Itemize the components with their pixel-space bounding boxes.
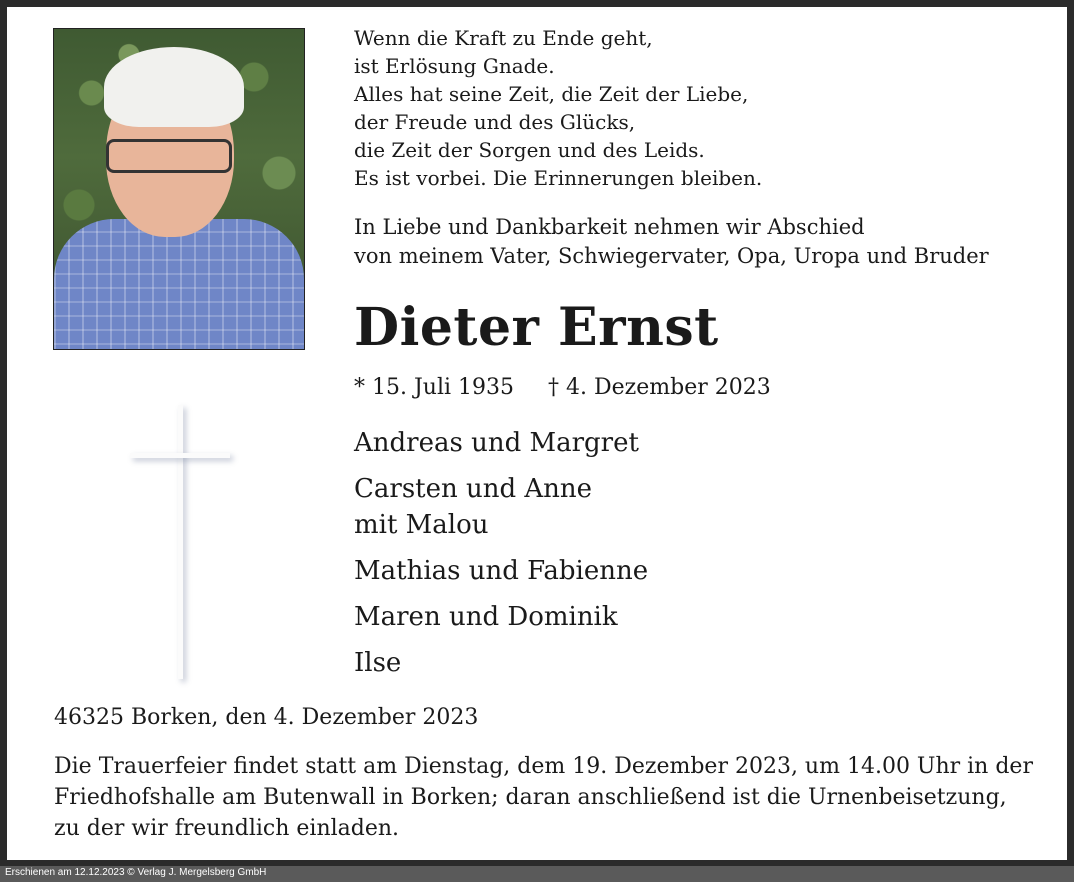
portrait-shirt (54, 219, 304, 350)
mourner-entry (354, 553, 648, 589)
poem-line: der Freude und des Glücks, (354, 110, 636, 134)
publication-footer (0, 866, 1074, 882)
place-and-date: 46325 Borken, den 4. Dezember 2023 (54, 705, 479, 730)
portrait-glasses (106, 139, 232, 173)
intro-line: von meinem Vater, Schwiegervater, Opa, Uropa und Bruder (354, 244, 989, 268)
mourner-entry (354, 645, 648, 681)
mourner-line: Mathias und Fabienne (354, 556, 649, 586)
mourner-entry (354, 471, 648, 543)
mourners-list (354, 425, 648, 691)
mourner-line: Carsten und Anne (354, 474, 593, 504)
mourner-entry (354, 425, 648, 461)
poem-line: die Zeit der Sorgen und des Leids. (354, 138, 705, 162)
poem-line: Wenn die Kraft zu Ende geht, (354, 26, 653, 50)
cross-horizontal-beam (130, 453, 230, 458)
mourner-line: mit Malou (354, 510, 489, 540)
poem (354, 24, 762, 192)
birth-date: * 15. Juli 1935 (354, 375, 515, 400)
mourner-entry (354, 599, 648, 635)
portrait-photo (53, 28, 305, 350)
poem-line: ist Erlösung Gnade. (354, 54, 555, 78)
poem-line: Alles hat seine Zeit, die Zeit der Liebe, (354, 82, 749, 106)
life-dates (354, 375, 771, 400)
mourner-line: Maren und Dominik (354, 602, 618, 632)
poem-line: Es ist vorbei. Die Erinnerungen bleiben. (354, 166, 763, 190)
service-line: Die Trauerfeier findet statt am Dienstag, dem 19. Dezember 2023, um 14.00 Uhr in der (54, 754, 1033, 779)
portrait-hair (104, 47, 244, 127)
service-line: zu der wir freundlich einladen. (54, 816, 400, 841)
footer-text: Erschienen am 12.12.2023 © Verlag J. Mergelsberg GmbH (5, 867, 267, 878)
obituary-card (7, 7, 1067, 860)
service-line: Friedhofshalle am Butenwall in Borken; daran anschließend ist die Urnenbeisetzung, (54, 785, 1007, 810)
service-info (54, 751, 1054, 844)
cross-icon (130, 405, 230, 679)
deceased-name: Dieter Ernst (354, 297, 719, 358)
intro-line: In Liebe und Dankbarkeit nehmen wir Abschied (354, 215, 865, 239)
mourner-line: Ilse (354, 648, 402, 678)
death-date: † 4. Dezember 2023 (548, 375, 771, 400)
farewell-intro (354, 213, 989, 271)
cross-vertical-beam (178, 405, 183, 679)
mourner-line: Andreas und Margret (354, 428, 639, 458)
